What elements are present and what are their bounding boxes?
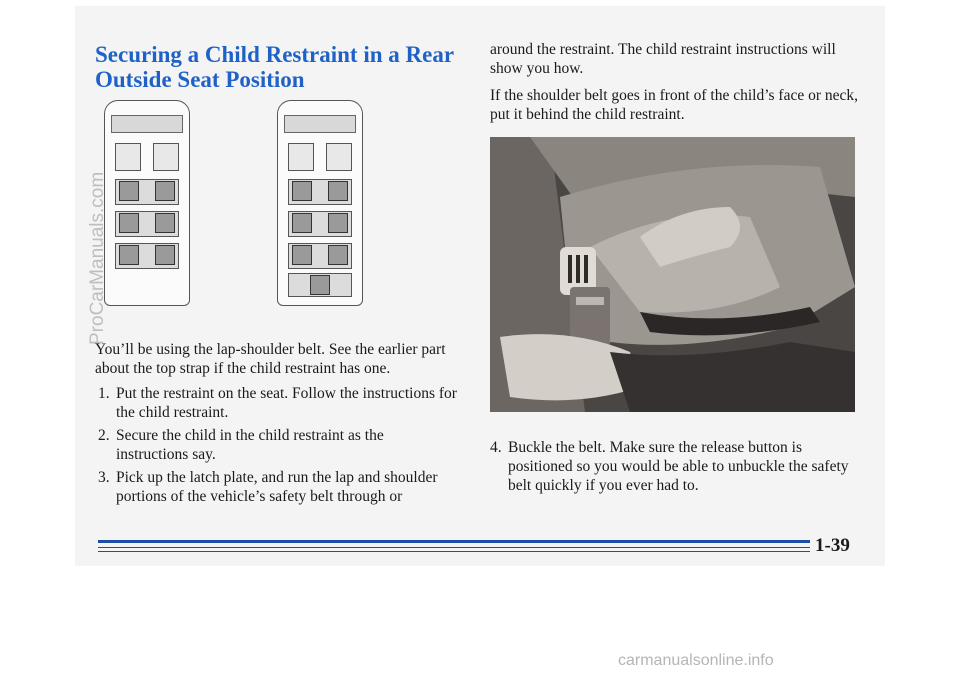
child-restraint-icon (119, 181, 139, 201)
section-heading: Securing a Child Restraint in a Rear Outside Seat Position (95, 42, 454, 92)
front-seat-right (326, 143, 352, 171)
child-restraint-icon (155, 213, 175, 233)
child-restraint-icon (155, 181, 175, 201)
child-restraint-icon (119, 213, 139, 233)
continued-paragraph: around the restraint. The child restraint instructions will show you how. (490, 41, 836, 77)
child-restraint-icon (155, 245, 175, 265)
front-seat-left (115, 143, 141, 171)
child-restraint-icon (310, 275, 330, 295)
vehicle-diagram-right (277, 100, 363, 306)
list-number: 3. (98, 469, 110, 486)
list-number: 1. (98, 385, 110, 402)
dashboard (111, 115, 183, 133)
child-restraint-icon (328, 213, 348, 233)
watermark-bottom: carmanualsonline.info (618, 652, 774, 669)
child-restraint-icon (292, 213, 312, 233)
front-seat-right (153, 143, 179, 171)
dashboard (284, 115, 356, 133)
list-text: Pick up the latch plate, and run the lap and shoulder portions of the vehicle’s safety belt through or (116, 469, 438, 505)
child-restraint-icon (292, 245, 312, 265)
child-restraint-icon (292, 181, 312, 201)
buckle-photo (490, 137, 855, 412)
shoulder-belt-note: If the shoulder belt goes in front of the child’s face or neck, put it behind the child restraint. (490, 87, 859, 123)
list-text: Secure the child in the child restraint as the instructions say. (116, 427, 384, 463)
list-item (98, 426, 458, 464)
child-restraint-icon (328, 181, 348, 201)
footer-rule-thin (98, 547, 810, 548)
list-item (98, 384, 458, 422)
buckle-photo-illustration (490, 137, 855, 412)
list-text: Put the restraint on the seat. Follow the instructions for the child restraint. (116, 385, 457, 421)
list-number: 4. (490, 439, 502, 456)
list-item (490, 438, 860, 495)
footer-rule-thick (98, 540, 810, 543)
child-restraint-icon (119, 245, 139, 265)
vehicle-diagram-left (104, 100, 190, 306)
list-text: Buckle the belt. Make sure the release button is positioned so you would be able to unbuckle the safety belt quickly if you ever had to. (508, 439, 849, 494)
watermark-side: ProCarManuals.com (87, 171, 108, 345)
child-restraint-icon (328, 245, 348, 265)
list-number: 2. (98, 427, 110, 444)
intro-paragraph: You’ll be using the lap-shoulder belt. See the earlier part about the top strap if the child restraint has one. (95, 341, 446, 377)
front-seat-left (288, 143, 314, 171)
footer-rule-thin (98, 551, 810, 552)
list-item (98, 468, 458, 506)
page-number: 1-39 (815, 535, 850, 556)
